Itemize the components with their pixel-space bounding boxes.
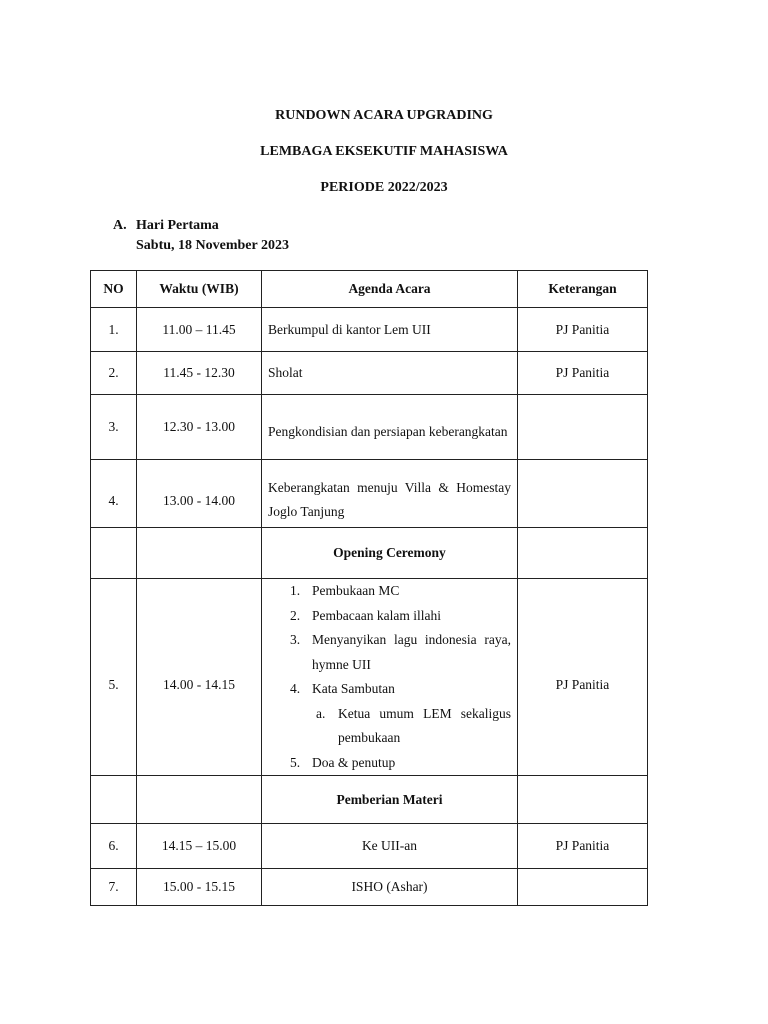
organization-name: LEMBAGA EKSEKUTIF MAHASISWA <box>260 144 508 159</box>
row-agenda: Berkumpul di kantor Lem UII <box>262 308 518 352</box>
table-row <box>91 352 648 395</box>
item-number: 2. <box>290 607 301 623</box>
section-row-opening <box>91 528 648 579</box>
subitem-letter: a. <box>316 705 326 721</box>
empty-cell <box>518 776 648 824</box>
section-label: Opening Ceremony <box>262 528 518 579</box>
empty-cell <box>518 528 648 579</box>
list-item <box>290 579 511 604</box>
row-agenda: ISHO (Ashar) <box>262 869 518 906</box>
row-no: 3. <box>91 395 137 460</box>
row-no: 2. <box>91 352 137 395</box>
rundown-table <box>90 270 648 906</box>
row-note: PJ Panitia <box>518 824 648 869</box>
row-note: PJ Panitia <box>518 579 648 776</box>
list-item <box>290 751 511 776</box>
section-date: Sabtu, 18 November 2023 <box>136 238 289 253</box>
item-number: 4. <box>290 681 301 696</box>
empty-cell <box>91 776 137 824</box>
subitem-text: Ketua umum LEM sekaligus pembukaan <box>338 705 511 745</box>
row-note <box>518 869 648 906</box>
row-agenda: Ke UII-an <box>262 824 518 869</box>
item-number: 1. <box>290 583 301 598</box>
item-text: Menyanyikan lagu indonesia raya, hymne UII <box>312 632 511 672</box>
row-time: 14.15 – 15.00 <box>137 824 262 869</box>
list-subitem <box>268 702 511 751</box>
list-item <box>290 677 511 702</box>
header-no: NO <box>91 271 137 308</box>
item-text: Kata Sambutan <box>312 681 395 696</box>
item-number: 5. <box>290 754 301 770</box>
agenda-list-end <box>268 751 511 776</box>
empty-cell <box>137 528 262 579</box>
row-time: 11.00 – 11.45 <box>137 308 262 352</box>
row-no: 6. <box>91 824 137 869</box>
item-number: 3. <box>290 632 301 647</box>
table-row <box>91 579 648 776</box>
list-item <box>290 604 511 629</box>
row-time: 11.45 - 12.30 <box>137 352 262 395</box>
row-no: 4. <box>91 460 137 528</box>
table-header-row <box>91 271 648 308</box>
item-text: Doa & penutup <box>312 754 396 770</box>
list-item <box>290 628 511 677</box>
row-agenda: Sholat <box>262 352 518 395</box>
header-time: Waktu (WIB) <box>137 271 262 308</box>
row-no: 5. <box>91 579 137 776</box>
row-agenda: Pengkondisian dan persiapan keberangkatan <box>262 395 518 460</box>
header-agenda: Agenda Acara <box>262 271 518 308</box>
section-label: Pemberian Materi <box>262 776 518 824</box>
item-text: Pembukaan MC <box>312 583 400 598</box>
row-note <box>518 460 648 528</box>
row-note <box>518 395 648 460</box>
row-note: PJ Panitia <box>518 308 648 352</box>
section-title: Hari Pertama <box>136 218 219 233</box>
period-label: PERIODE 2022/2023 <box>320 180 448 195</box>
row-time: 13.00 - 14.00 <box>137 460 262 528</box>
table-row <box>91 869 648 906</box>
row-time: 15.00 - 15.15 <box>137 869 262 906</box>
row-no: 7. <box>91 869 137 906</box>
row-note: PJ Panitia <box>518 352 648 395</box>
row-time: 14.00 - 14.15 <box>137 579 262 776</box>
section-letter: A. <box>113 218 127 233</box>
agenda-list <box>268 579 511 702</box>
header-note: Keterangan <box>518 271 648 308</box>
table-row <box>91 824 648 869</box>
item-text: Pembacaan kalam illahi <box>312 607 441 623</box>
row-no: 1. <box>91 308 137 352</box>
empty-cell <box>91 528 137 579</box>
section-row-materi <box>91 776 648 824</box>
table-row <box>91 308 648 352</box>
row-time: 12.30 - 13.00 <box>137 395 262 460</box>
table-row <box>91 460 648 528</box>
empty-cell <box>137 776 262 824</box>
row-agenda-list <box>262 579 518 776</box>
document-title: RUNDOWN ACARA UPGRADING <box>275 108 493 123</box>
table-row <box>91 395 648 460</box>
row-agenda: Keberangkatan menuju Villa & Homestay Joglo Tanjung <box>262 460 518 528</box>
section-day-one <box>113 216 289 256</box>
